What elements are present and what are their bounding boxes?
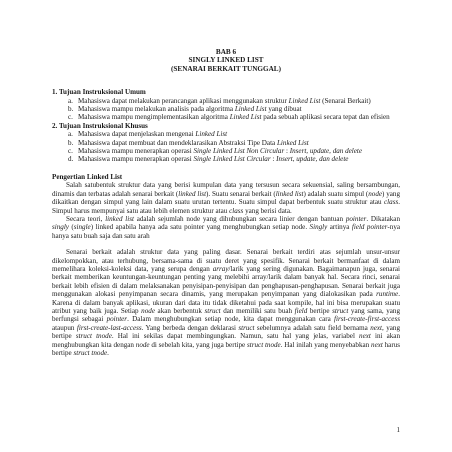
list-item: c. Mahasiswa mampu menerapkan operasi Single Linked List Non Circular : Insert, update, dan delete (68, 147, 363, 156)
list-item: d. Mahasiswa mampu menerapkan operasi Single Linked List Circular : Insert, update, dan delete (68, 155, 349, 164)
specific-objectives-list (52, 130, 400, 164)
list-item: b. Mahasiswa mampu melakukan analisis pada algoritma Linked List yang dibuat (68, 105, 302, 114)
chapter-label: BAB 6 (215, 48, 237, 56)
list-item: a. Mahasiswa dapat menjelaskan mengenai Linked List (68, 130, 228, 139)
list-item: a. Mahasiswa dapat melakukan perancangan aplikasi menggunakan struktur Linked List (Senarai Berkait) (68, 96, 371, 105)
chapter-title-block (52, 48, 400, 73)
paragraph-1: Salah satubentuk struktur data yang berisi kumpulan data yang tersusun secara sekuensial, saling bersambungan, dinamis dan terbatas adalah senarai berkait (linked list). Suatu senarai berkait (linked list) adalah suatu simpul (node) yang dikaitkan dengan simpul yang lain dalam suatu urutan tertentu. Suatu simpul dapat berbentuk suatu struktur atau class. Simpul harus mempunyai satu atau lebih elemen struktur atau class yang berisi data. (52, 181, 401, 215)
chapter-subtitle: (SENARAI BERKAIT TUNGGAL) (171, 64, 281, 73)
general-objectives-list (52, 97, 400, 122)
section-heading-specific-objectives: 2. Tujuan Instruksional Khusus (52, 121, 148, 130)
paragraph-2: Secara teori, linked list adalah sejumlah node yang dihubungkan secara linier dengan bantuan pointer. Dikatakan singly (single) linked apabila hanya ada satu pointer yang menghubungkan setiap node. Singly artinya field pointer-nya hanya satu buah saja dan satu arah (52, 214, 401, 240)
section-heading-general-objectives: 1. Tujuan Instruksional Umum (52, 88, 146, 97)
chapter-title: SINGLY LINKED LIST (188, 56, 264, 65)
paragraph-3: Senarai berkait adalah struktur data yang paling dasar. Senarai berkait terdiri atas sejumlah unsur-unsur dikelompokkan, atau terhubung, bersama-sama di suatu deret yang spesifik. Senarai berkait bermanfaat di dalam memelihara koleksi-koleksi data, yang serupa dengan array/larik yang sering digunakan. Bagaimanapun juga, senarai berkait memberikan keuntungan-keuntungan penting yang melebihi array/larik dalam banyak hal. Secara rinci, senarai berkait lebih efisien di dalam melaksanakan penyisipan-penyisipan dan penghapusan-penghapusan. Senarai berkait juga menggunakan alokasi penyimpanan secara dinamis, yang merupakan penyimpanan yang dialokasikan pada runtime. Karena di dalam banyak aplikasi, ukuran dari data itu tidak diketahui pada saat kompile, hal ini bisa merupakan suatu atribut yang baik juga. Setiap node akan berbentuk struct dan memiliki satu buah field bertipe struct yang sama, yang berfungsi sebagai pointer. Dalam menghubungkan setiap node, kita dapat menggunakan cara first-create-first-access ataupun first-create-last-access. Yang berbeda dengan deklarasi struct sebelumnya adalah satu field bernama next, yang bertipe struct tnode. Hal ini sekilas dapat membingungkan. Namun, satu hal yang jelas, variabel next ini akan menghubungkan kita dengan node di sebelah kita, yang juga bertipe struct tnode. Hal inilah yang menyebabkan next harus bertipe struct tnode. (52, 248, 401, 357)
subheading-linked-list-definition: Pengertian Linked List (52, 172, 123, 181)
list-item: b. Mahasiswa dapat membuat dan mendeklarasikan Abstraksi Tipe Data Linked List (68, 138, 309, 147)
list-item: c. Mahasiswa mampu mengimplementasikan algoritma Linked List pada sebuah aplikasi secara tepat dan efisien (68, 113, 390, 122)
page-number: 1 (396, 426, 400, 434)
